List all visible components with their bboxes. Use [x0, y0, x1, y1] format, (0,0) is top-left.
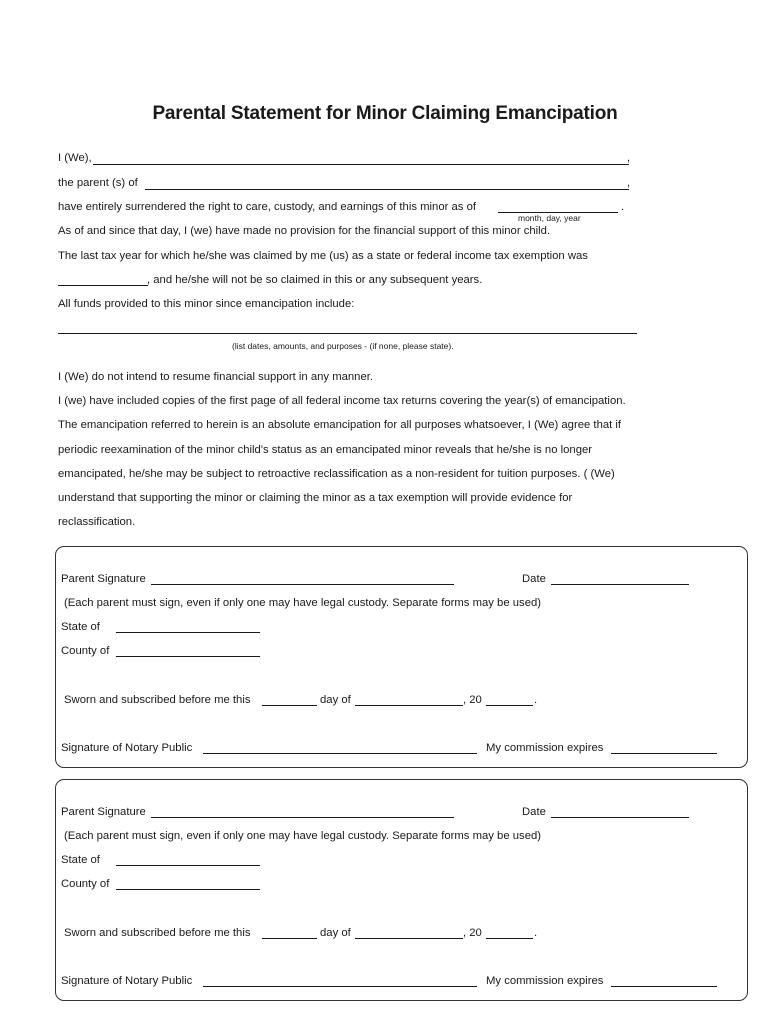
state-of-label: State of — [61, 621, 100, 633]
custody-note: (Each parent must sign, even if only one may have legal custody. Separate forms may be used) — [64, 597, 542, 609]
day-of-label: day of — [320, 694, 351, 706]
parent-signature-label: Parent Signature — [61, 806, 146, 818]
parent-signature-field[interactable] — [151, 584, 454, 585]
tax-year-field[interactable] — [58, 285, 148, 286]
parent-of-comma: , — [627, 177, 631, 189]
sworn-month-field[interactable] — [355, 938, 463, 939]
date-hint: month, day, year — [518, 213, 581, 223]
notary-signature-field[interactable] — [203, 986, 477, 987]
date-label: Date — [522, 806, 546, 818]
parent-signature-field[interactable] — [151, 817, 454, 818]
paragraph-line-1: The emancipation referred to herein is an absolute emancipation for all purposes whatsoever, I (We) agree that if — [58, 419, 622, 431]
paragraph-line-2: periodic reexamination of the minor child's status as an emancipated minor reveals that he/she is no longer — [58, 444, 593, 456]
funds-field[interactable] — [58, 333, 637, 334]
sworn-year-field[interactable] — [486, 938, 533, 939]
county-of-label: County of — [61, 878, 110, 890]
county-of-label: County of — [61, 645, 110, 657]
sworn-label: Sworn and subscribed before me this — [64, 927, 251, 939]
sworn-day-field[interactable] — [262, 705, 317, 706]
notary-label: Signature of Notary Public — [61, 742, 193, 754]
surrendered-text: have entirely surrendered the right to care, custody, and earnings of this minor as of — [58, 201, 477, 213]
page-title: Parental Statement for Minor Claiming Emancipation — [152, 103, 618, 124]
date-label: Date — [522, 573, 546, 585]
state-of-label: State of — [61, 854, 100, 866]
we-name-field[interactable] — [93, 164, 629, 165]
parent-of-label: the parent (s) of — [58, 177, 138, 189]
paragraph-line-5: reclassification. — [58, 516, 136, 528]
sworn-period: . — [534, 694, 538, 706]
funds-hint: (list dates, amounts, and purposes - (if none, please state). — [232, 341, 454, 351]
commission-label: My commission expires — [486, 975, 604, 987]
date-field[interactable] — [551, 817, 689, 818]
twenty-label: , 20 — [463, 694, 482, 706]
minor-name-field[interactable] — [145, 189, 629, 190]
not-claimed-text: , and he/she will not be so claimed in this or any subsequent years. — [147, 274, 483, 286]
county-field[interactable] — [116, 889, 260, 890]
state-field[interactable] — [116, 865, 260, 866]
copies-text: I (we) have included copies of the first page of all federal income tax returns covering the year(s) of emancipation. — [58, 395, 626, 407]
we-label: I (We), — [58, 152, 92, 164]
twenty-label: , 20 — [463, 927, 482, 939]
all-funds-text: All funds provided to this minor since emancipation include: — [58, 298, 355, 310]
notary-label: Signature of Notary Public — [61, 975, 193, 987]
parent-signature-label: Parent Signature — [61, 573, 146, 585]
tax-year-text: The last tax year for which he/she was claimed by me (us) as a state or federal income tax exemption was — [58, 250, 588, 262]
custody-note: (Each parent must sign, even if only one may have legal custody. Separate forms may be used) — [64, 830, 542, 842]
state-field[interactable] — [116, 632, 260, 633]
paragraph-line-4: understand that supporting the minor or claiming the minor as a tax exemption will provide evidence for — [58, 492, 573, 504]
date-field[interactable] — [551, 584, 689, 585]
signature-block-2 — [55, 779, 748, 1001]
commission-label: My commission expires — [486, 742, 604, 754]
signature-block-1 — [55, 546, 748, 768]
no-provision-text: As of and since that day, I (we) have made no provision for the financial support of this minor child. — [58, 225, 551, 237]
paragraph-line-3: emancipated, he/she may be subject to retroactive reclassification as a non-resident for tuition purposes. ( (We) — [58, 468, 615, 480]
we-comma: , — [627, 152, 631, 164]
sworn-day-field[interactable] — [262, 938, 317, 939]
not-resume-text: I (We) do not intend to resume financial support in any manner. — [58, 371, 374, 383]
sworn-month-field[interactable] — [355, 705, 463, 706]
sworn-period: . — [534, 927, 538, 939]
county-field[interactable] — [116, 656, 260, 657]
sworn-year-field[interactable] — [486, 705, 533, 706]
sworn-label: Sworn and subscribed before me this — [64, 694, 251, 706]
commission-field[interactable] — [611, 986, 717, 987]
commission-field[interactable] — [611, 753, 717, 754]
surrendered-period: . — [621, 201, 625, 213]
day-of-label: day of — [320, 927, 351, 939]
notary-signature-field[interactable] — [203, 753, 477, 754]
